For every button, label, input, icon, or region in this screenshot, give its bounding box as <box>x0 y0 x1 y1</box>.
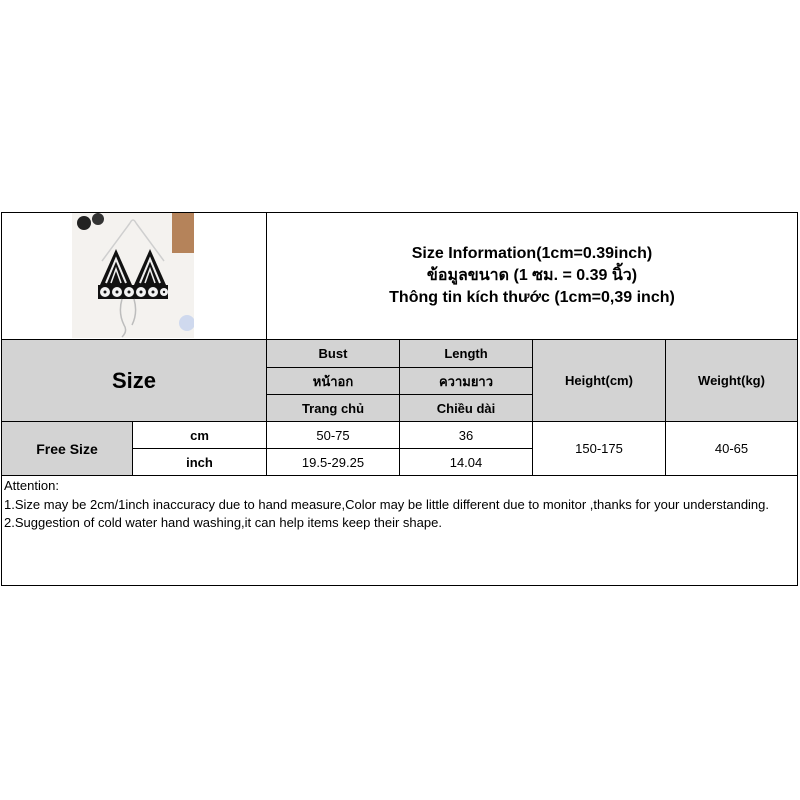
weight-value: 40-65 <box>714 441 749 456</box>
length-inch-value: 14.04 <box>449 454 483 470</box>
length-cm-value: 36 <box>458 427 474 443</box>
length-header-vi: Chiều dài <box>400 395 532 421</box>
bust-inch-value: 19.5-29.25 <box>301 454 365 470</box>
weight-header: Weight(kg) <box>666 340 797 421</box>
unit-cm: cm <box>190 427 209 443</box>
height-header: Height(cm) <box>533 340 665 421</box>
attention-note-2: 2.Suggestion of cold water hand washing,it can help items keep their shape. <box>4 515 442 530</box>
free-size-label: Free Size <box>2 422 132 475</box>
length-header-th: ความยาว <box>400 368 532 394</box>
bust-cm-value: 50-75 <box>316 427 350 443</box>
length-header-en: Length <box>400 340 532 367</box>
size-header: Size <box>2 340 266 421</box>
height-value: 150-175 <box>575 441 623 456</box>
size-information <box>267 213 797 339</box>
attention-title: Attention: <box>4 478 59 493</box>
attention-notes <box>4 477 794 533</box>
info-line-thai: ข้อมูลขนาด (1 ซม. = 0.39 นิ้ว) <box>426 267 638 284</box>
bust-header-vi: Trang chủ <box>267 395 399 421</box>
info-line-english: Size Information(1cm=0.39inch) <box>411 245 653 262</box>
unit-inch: inch <box>186 454 213 470</box>
bust-header-th: หน้าอก <box>267 368 399 394</box>
info-line-vietnamese: Thông tin kích thước (1cm=0,39 inch) <box>389 289 675 306</box>
bust-header-en: Bust <box>267 340 399 367</box>
attention-note-1: 1.Size may be 2cm/1inch inaccuracy due to hand measure,Color may be little different due to monitor ,thanks for your understanding. <box>4 496 770 512</box>
